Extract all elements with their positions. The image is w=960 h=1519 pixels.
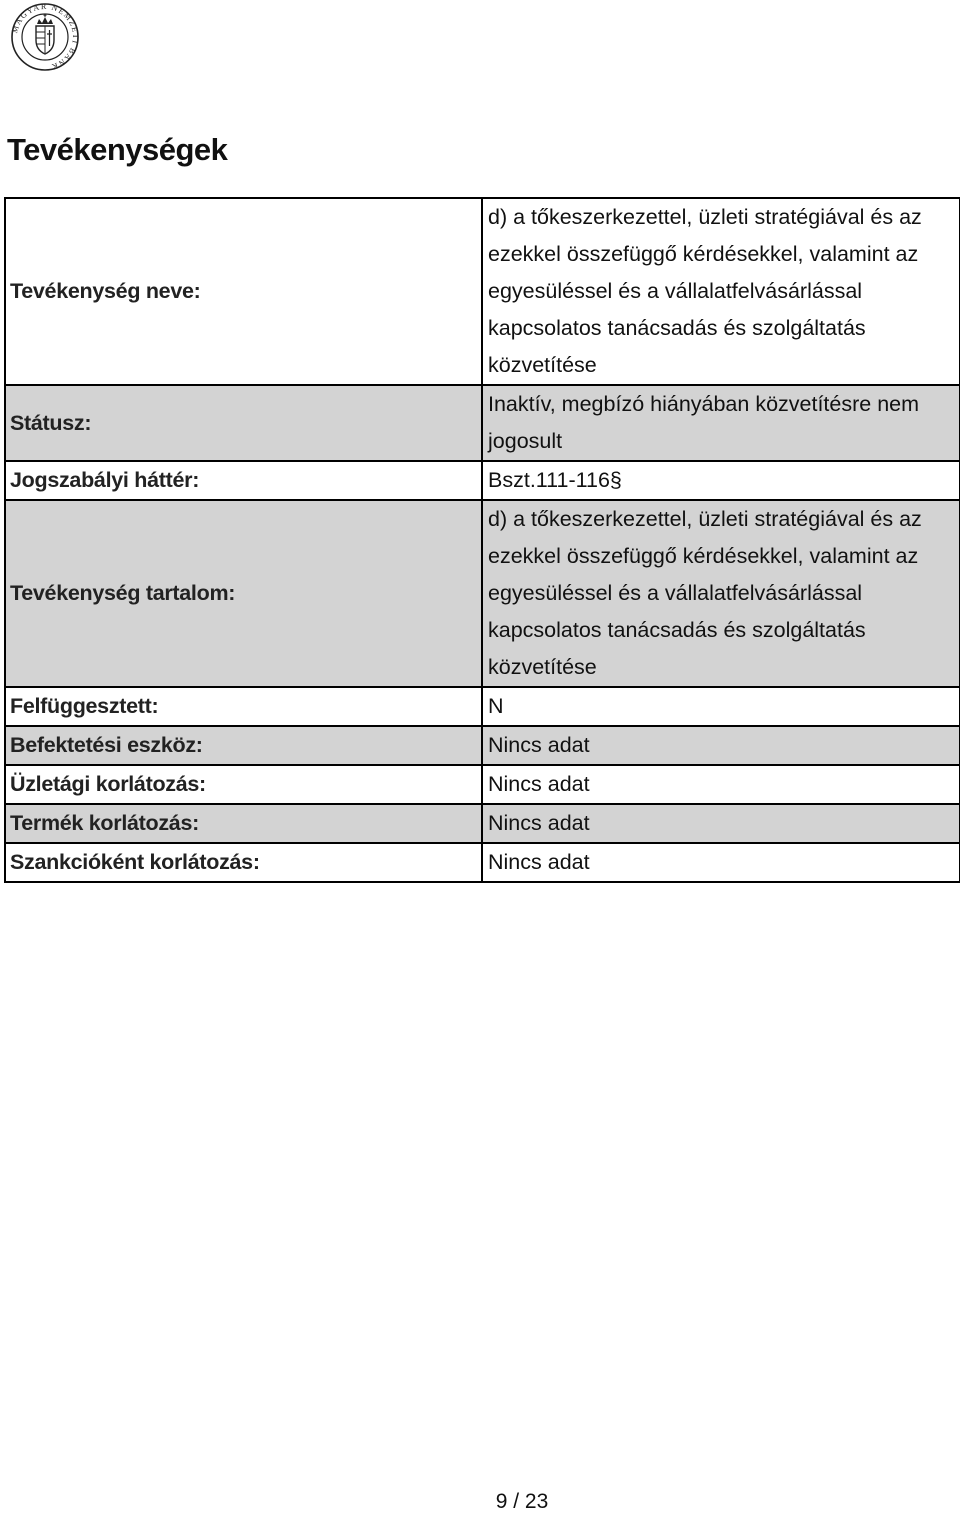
row-label: Tevékenység neve:: [5, 198, 482, 385]
activity-table: [4, 197, 960, 883]
row-value: Nincs adat: [482, 726, 960, 765]
row-value: Bszt.111-116§: [482, 461, 960, 500]
table-row: [5, 500, 960, 687]
row-label: Szankcióként korlátozás:: [5, 843, 482, 882]
table-row: [5, 687, 960, 726]
mnb-seal-logo: [8, 2, 82, 72]
row-value: N: [482, 687, 960, 726]
row-label: Jogszabályi háttér:: [5, 461, 482, 500]
table-row: [5, 843, 960, 882]
row-value: Inaktív, megbízó hiányában közvetítésre nem jogosult: [482, 385, 960, 461]
row-label: Befektetési eszköz:: [5, 726, 482, 765]
table-row: [5, 461, 960, 500]
table-row: [5, 198, 960, 385]
page-title: Tevékenységek: [7, 132, 228, 167]
row-label: Státusz:: [5, 385, 482, 461]
row-value: Nincs adat: [482, 765, 960, 804]
row-value: d) a tőkeszerkezettel, üzleti stratégiával és az ezekkel összefüggő kérdésekkel, valamint az egyesüléssel és a vállalatfelvásárlással kapcsolatos tanácsadás és szolgáltatás közvetítése: [482, 198, 960, 385]
row-value: d) a tőkeszerkezettel, üzleti stratégiával és az ezekkel összefüggő kérdésekkel, valamint az egyesüléssel és a vállalatfelvásárlással kapcsolatos tanácsadás és szolgáltatás közvetítése: [482, 500, 960, 687]
svg-text:MAGYAR NEMZETI BANK: MAGYAR NEMZETI BANK: [10, 2, 81, 72]
table-row: [5, 385, 960, 461]
table-row: [5, 726, 960, 765]
row-label: Tevékenység tartalom:: [5, 500, 482, 687]
row-value: Nincs adat: [482, 804, 960, 843]
row-label: Felfüggesztett:: [5, 687, 482, 726]
row-label: Termék korlátozás:: [5, 804, 482, 843]
table-row: [5, 765, 960, 804]
page-number: 9 / 23: [495, 1490, 549, 1513]
row-value: Nincs adat: [482, 843, 960, 882]
row-label: Üzletági korlátozás:: [5, 765, 482, 804]
activity-table-body: [5, 198, 960, 882]
table-row: [5, 804, 960, 843]
